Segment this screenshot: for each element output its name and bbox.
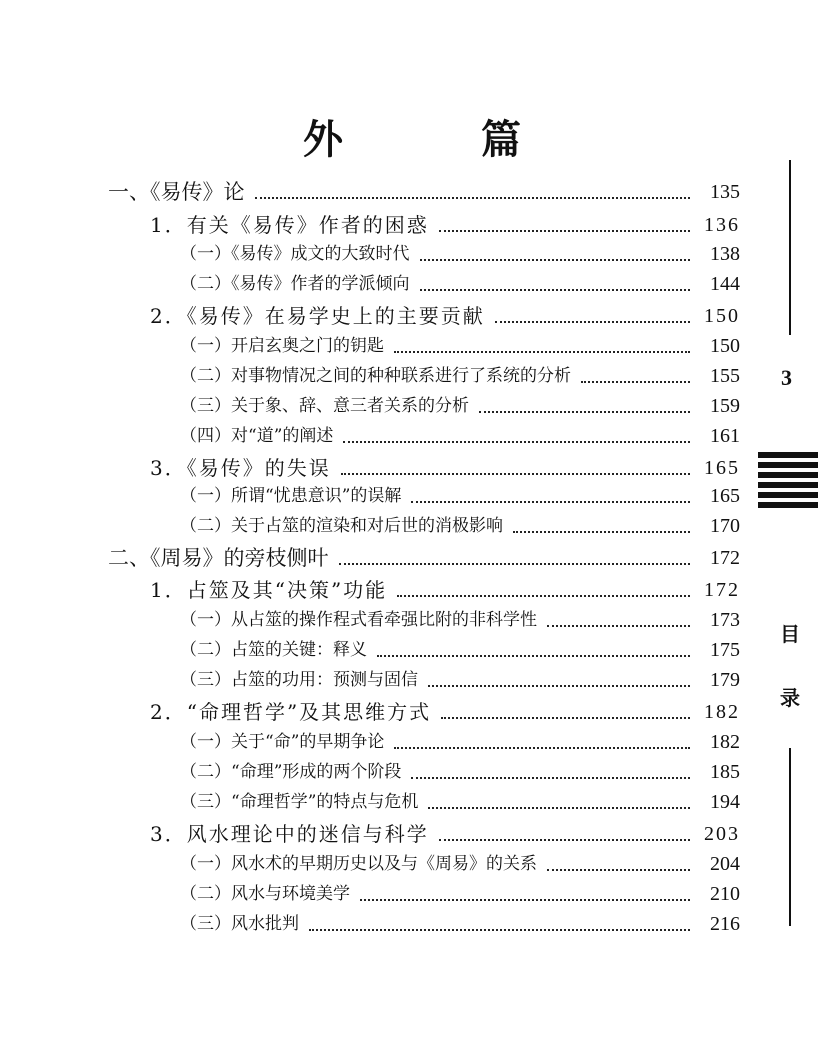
toc-entry-page: 144 [710,273,740,295]
dot-leader [420,288,691,291]
toc-entry-title: 二、《周易》的旁枝侧叶 [108,546,329,570]
toc-entry [180,605,740,635]
side-label-lu: 录 [780,686,800,710]
toc-entry-page: 155 [710,365,740,387]
dot-leader [411,776,690,779]
toc-entry-page: 194 [710,791,740,813]
dot-leader [439,229,690,232]
toc-entry-title: （一）风水术的早期历史以及与《周易》的关系 [180,854,537,874]
dot-leader [394,350,690,353]
toc-entry [108,543,740,573]
toc-entry-page: 165 [704,457,740,479]
toc-entry-title: 1．占筮及其“决策”功能 [150,578,388,602]
toc-entry-page: 216 [710,913,740,935]
toc-entry [180,635,740,665]
toc-entry-page: 185 [710,761,740,783]
toc-entry [180,757,740,787]
toc-entry-page: 136 [704,214,740,236]
dot-leader [255,196,691,199]
toc-entry-page: 138 [710,243,740,265]
dot-leader [439,838,690,841]
toc-entry [180,361,740,391]
toc-entry-page: 182 [710,731,740,753]
dot-leader [339,562,691,565]
toc-entry-page: 173 [710,609,740,631]
toc-entry-page: 161 [710,425,740,447]
toc-entry-title: （三）占筮的功用：预测与固信 [180,670,418,690]
toc-entry [180,239,740,269]
side-label-mu: 目 [780,622,800,646]
toc-entry [180,909,740,939]
toc-entry-title: （一）开启玄奥之门的钥匙 [180,336,384,356]
toc-entry-title: （四）对“道”的阐述 [180,426,334,446]
dot-leader [441,716,690,719]
dot-leader [360,898,690,901]
toc-entry [180,787,740,817]
toc-entry-page: 172 [710,547,740,569]
dot-leader [428,806,690,809]
dot-leader [377,654,690,657]
toc-entry [180,421,740,451]
toc-entry-page: 210 [710,883,740,905]
toc-entry-title: （二）《易传》作者的学派倾向 [180,274,410,294]
toc-entry [180,269,740,299]
dot-leader [420,258,691,261]
toc-entry-title: （一）《易传》成文的大致时代 [180,244,410,264]
section-title: 外 篇 [303,116,583,163]
toc-entry-page: 175 [710,639,740,661]
toc-entry [150,697,740,727]
toc-entry-page: 203 [704,823,740,845]
toc-entry-title: 一、《易传》论 [108,180,245,204]
toc-entry-title: （三）“命理哲学”的特点与危机 [180,792,419,812]
side-rule-bottom [789,748,791,926]
dot-leader [411,500,690,503]
toc-entry-page: 165 [710,485,740,507]
toc-entry-title: （二）占筮的关键：释义 [180,640,367,660]
toc-entry [150,575,740,605]
toc-entry-title: （三）关于象、辞、意三者关系的分析 [180,396,469,416]
side-rule-top [789,160,791,335]
toc-entry [180,727,740,757]
toc-entry-title: 3．《易传》的失误 [150,456,331,480]
toc-entry [150,453,740,483]
toc-entry-title: （二）关于占筮的渲染和对后世的消极影响 [180,516,503,536]
dot-leader [547,868,690,871]
dot-leader [495,320,690,323]
toc-entry-page: 150 [710,335,740,357]
toc-entry [180,481,740,511]
toc-entry-page: 135 [710,181,740,203]
side-page-number: 3 [781,365,792,390]
toc-entry-title: （二）对事物情况之间的种种联系进行了系统的分析 [180,366,571,386]
toc-entry-page: 150 [704,305,740,327]
toc-entry-page: 204 [710,853,740,875]
dot-leader [581,380,690,383]
toc-entry [150,819,740,849]
toc-entry-page: 159 [710,395,740,417]
toc-entry-title: （一）关于“命”的早期争论 [180,732,385,752]
dot-leader [341,472,690,475]
toc-entry-title: 2．《易传》在易学史上的主要贡献 [150,304,485,328]
trigram-icon [758,452,818,512]
toc-entry [180,879,740,909]
toc-entry-title: （一）所谓“忧患意识”的误解 [180,486,402,506]
toc-entry-title: 1．有关《易传》作者的困惑 [150,213,429,237]
toc-entry-title: （三）风水批判 [180,914,299,934]
dot-leader [428,684,690,687]
toc-entry-page: 182 [704,701,740,723]
toc-entry-title: 2．“命理哲学”及其思维方式 [150,700,432,724]
toc-entry-page: 170 [710,515,740,537]
toc-entry-title: （二）风水与环境美学 [180,884,350,904]
dot-leader [547,624,690,627]
toc-entry [108,177,740,207]
toc-entry-page: 179 [710,669,740,691]
dot-leader [479,410,690,413]
toc-entry-title: 3．风水理论中的迷信与科学 [150,822,429,846]
dot-leader [513,530,690,533]
toc-entry [180,511,740,541]
dot-leader [397,594,690,597]
toc-entry-page: 172 [704,579,740,601]
toc-entry [150,301,740,331]
toc-entry [180,331,740,361]
toc-entry [180,849,740,879]
toc-entry [180,391,740,421]
toc-entry [180,665,740,695]
toc-entry-title: （一）从占筮的操作程式看牵强比附的非科学性 [180,610,537,630]
dot-leader [343,440,690,443]
dot-leader [309,928,690,931]
dot-leader [394,746,690,749]
toc-entry-title: （二）“命理”形成的两个阶段 [180,762,402,782]
toc-entry [150,210,740,240]
